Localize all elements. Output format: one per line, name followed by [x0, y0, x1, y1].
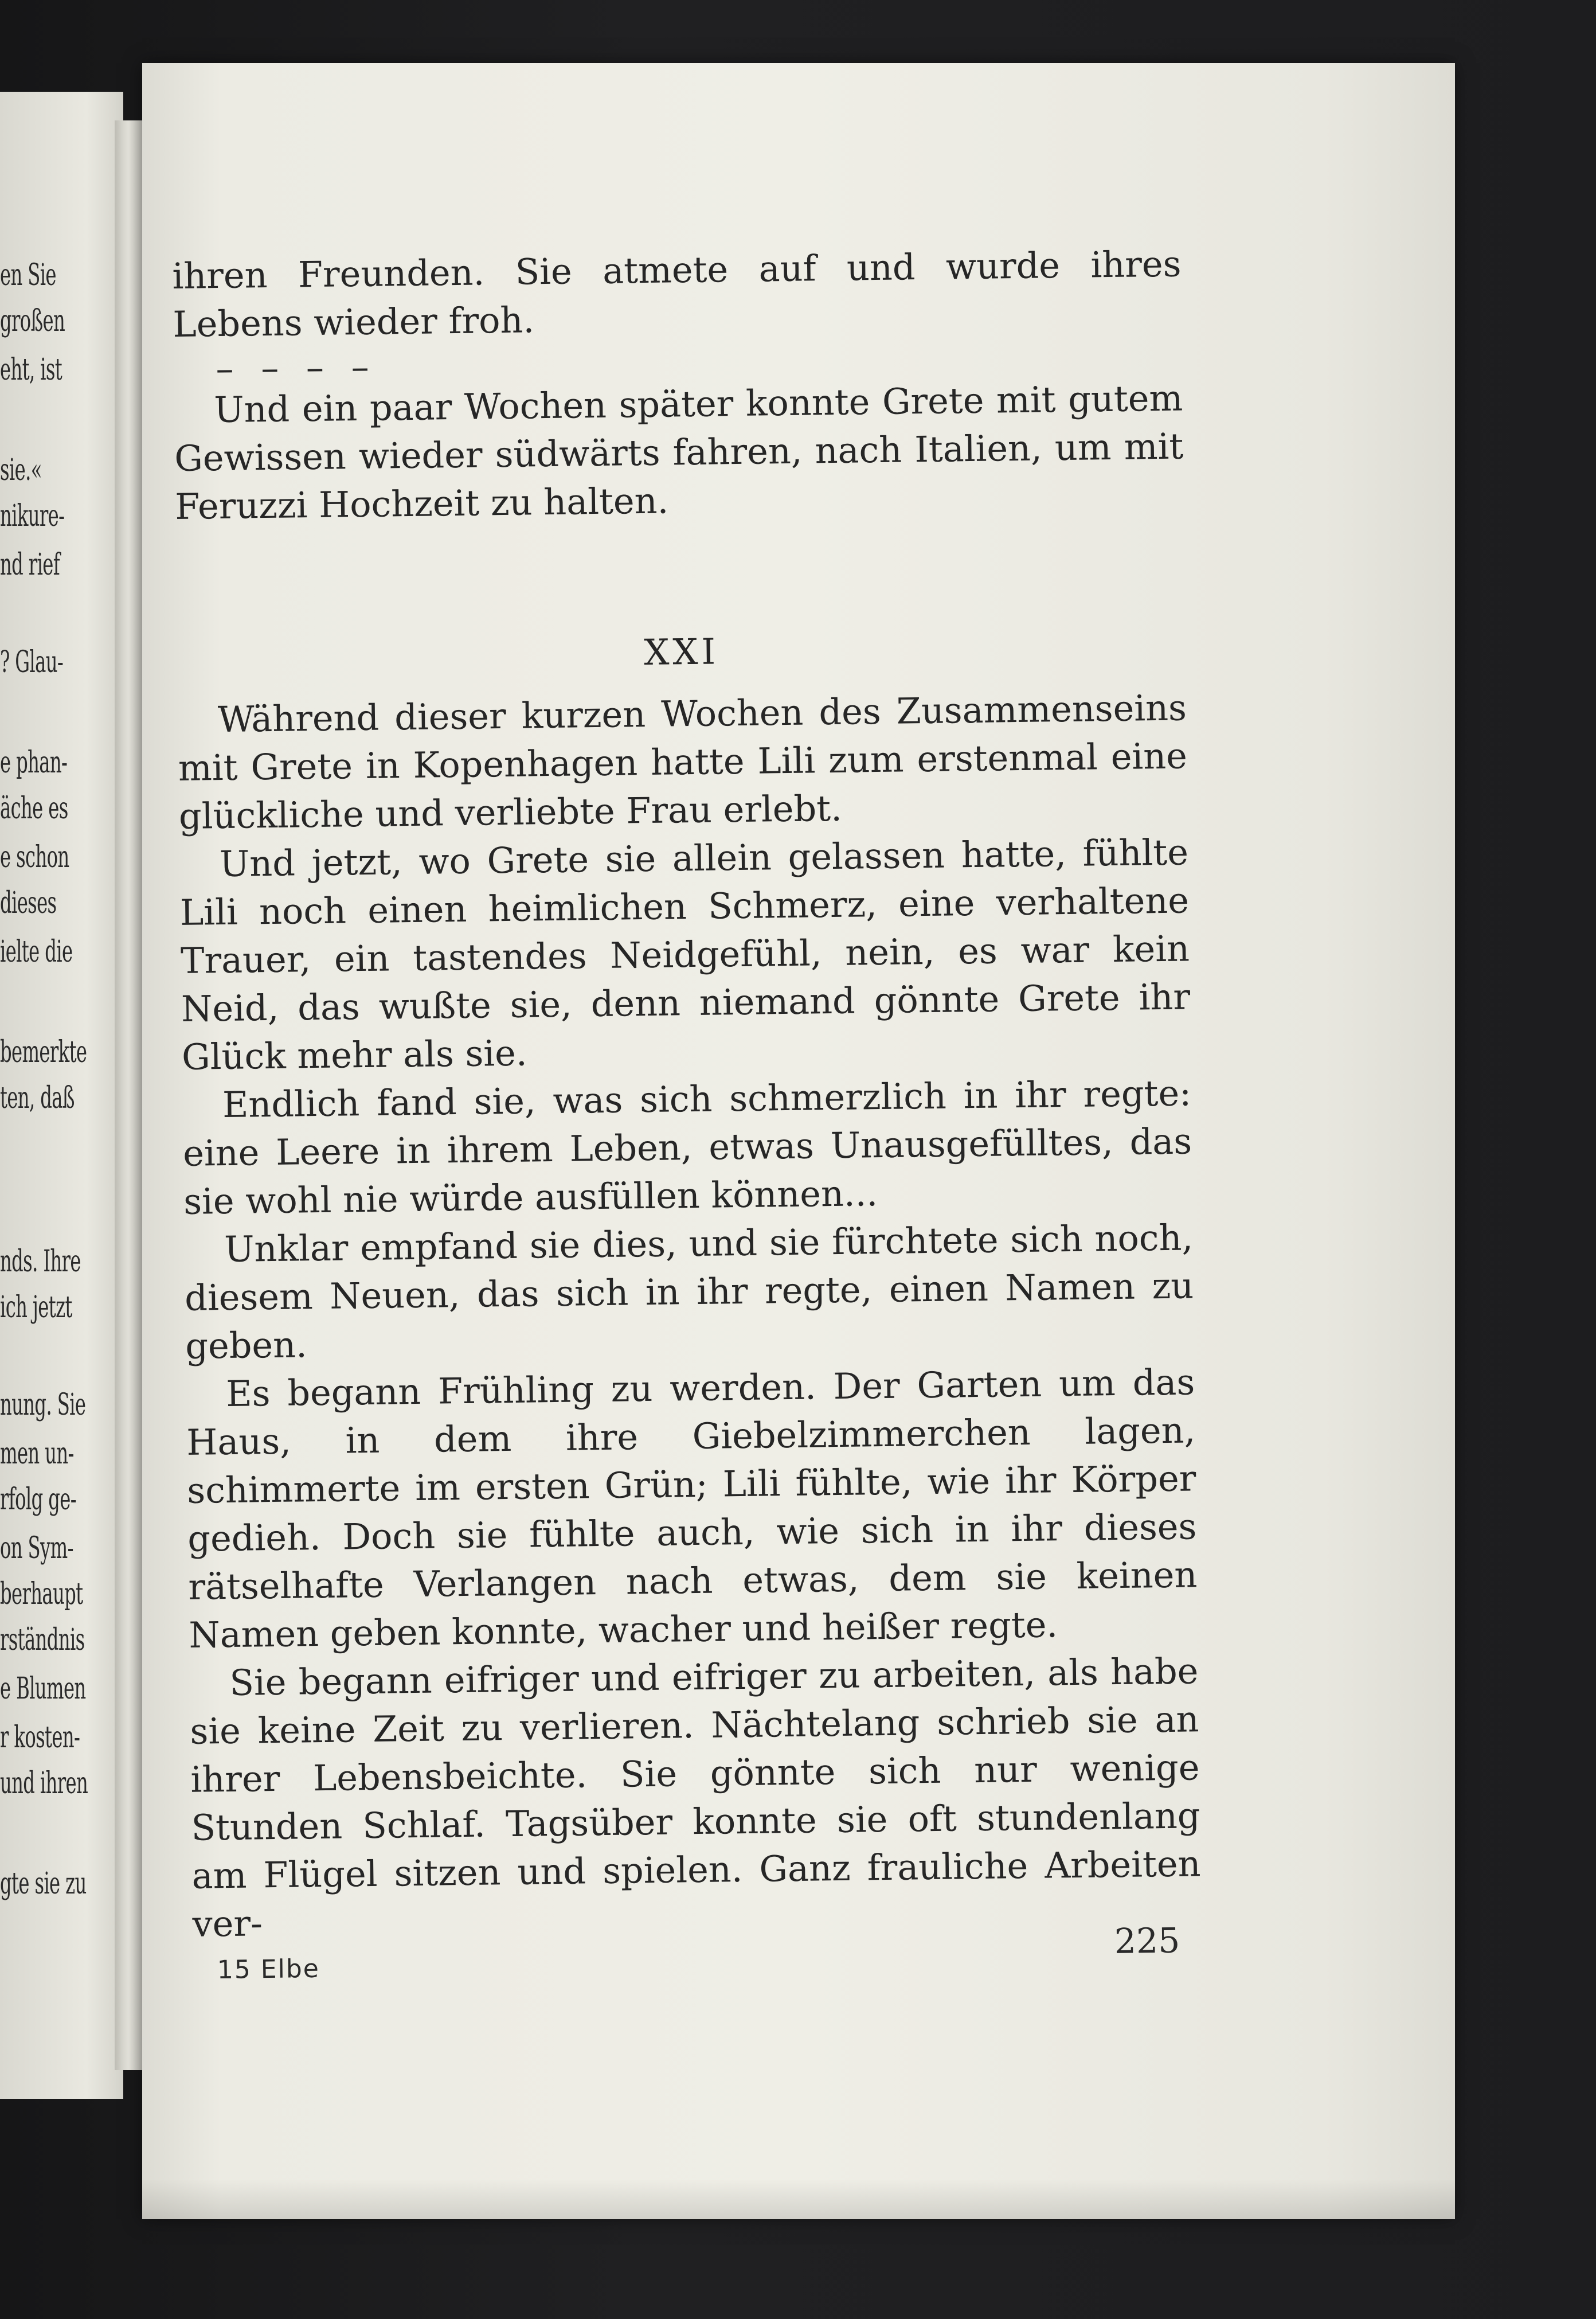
- page-number: 225: [1114, 1920, 1180, 1962]
- opening-paragraph: ihren Freunden. Sie atmete auf und wurde ihres Lebens wieder froh.: [172, 243, 1182, 345]
- left-page-text-fragment: und ihren: [0, 1766, 88, 1801]
- left-page-text-fragment: en Sie: [0, 258, 56, 292]
- left-page-text-fragment: e phan-: [0, 745, 68, 780]
- left-page-text-fragment: dieses: [0, 886, 57, 920]
- paragraph: Unklar empfand sie dies, und sie fürchtete sich noch, diesem Neuen, das sich in ihr regte, einen Namen zu geben.: [184, 1216, 1194, 1367]
- paragraph: Während dieser kurzen Wochen des Zusammenseins mit Grete in Kopenhagen hatte Lili zum erstenmal eine glückliche und verliebte Frau erlebt.: [178, 686, 1188, 837]
- left-page-text-fragment: ielte die: [0, 935, 73, 969]
- left-page-text-fragment: e Blumen: [0, 1672, 86, 1706]
- left-page-text-fragment: berhaupt: [0, 1577, 83, 1611]
- left-page-text-fragment: ich jetzt: [0, 1290, 72, 1325]
- left-page-text-fragment: äche es: [0, 791, 68, 826]
- left-page-text-fragment: nikure-: [0, 499, 65, 533]
- left-page-text-fragment: on Sym-: [0, 1531, 73, 1565]
- left-page-text-fragment: men un-: [0, 1436, 74, 1471]
- paragraph: Und jetzt, wo Grete sie allein gelassen hatte, fühlte Lili noch einen heimlichen Schmerz, eine verhaltene Trauer, ein tastendes Neidgefühl, nein, es war kein Neid, das wußte sie, denn niemand gönnte Grete ihr Glück mehr als sie.: [179, 831, 1191, 1078]
- book-gutter: [115, 120, 142, 2070]
- left-page-text-fragment: sie.«: [0, 453, 42, 487]
- paragraph: Endlich fand sie, was sich schmerzlich in ihr regte: eine Leere in ihrem Leben, etwas Unausgefülltes, das sie wohl nie würde ausfüllen können...: [182, 1072, 1192, 1223]
- left-page-text-fragment: rfolg ge-: [0, 1482, 76, 1517]
- paragraph: Sie begann eifriger und eifriger zu arbeiten, als habe sie keine Zeit zu verlieren. Nächtelang schrieb sie an ihrer Lebensbeichte. Sie gönnte sich nur wenige Stunden Schlaf. Tagsüber konnte sie oft stundenlang am Flügel sitzen und spielen. Ganz frauliche Arbeiten ver-: [190, 1650, 1201, 1945]
- left-page-text-fragment: gte sie zu: [0, 1867, 87, 1901]
- left-page-text-fragment: rständnis: [0, 1623, 85, 1657]
- paragraph: Und ein paar Wochen später konnte Grete mit gutem Gewissen wieder südwärts fahren, nach Italien, um mit Feruzzi Hochzeit zu halten.: [174, 377, 1184, 528]
- page-body-text: [172, 240, 1202, 1948]
- left-page-text-fragment: großen: [0, 304, 65, 338]
- left-page-text-fragment: nds. Ihre: [0, 1244, 81, 1279]
- paragraph: Es begann Frühling zu werden. Der Garten um das Haus, in dem ihre Giebelzimmerchen lagen, schimmerte im ersten Grün; Lili fühlte, wie ihr Körper gedieh. Doch sie fühlte auch, wie sich in ihr dieses rätselhafte Verlangen nach etwas, dem sie keinen Namen geben konnte, wacher und heißer regte.: [186, 1361, 1198, 1656]
- scene-break: – – – –: [216, 345, 378, 390]
- left-page: [0, 92, 123, 2099]
- left-page-text-fragment: bemerkte: [0, 1035, 87, 1069]
- left-page-text-fragment: ten, daß: [0, 1081, 75, 1115]
- left-page-text-fragment: r kosten-: [0, 1720, 80, 1755]
- left-page-text-fragment: ? Glau-: [0, 645, 64, 680]
- left-page-text-fragment: eht, ist: [0, 353, 62, 387]
- left-page-text-fragment: nd rief: [0, 548, 60, 582]
- chapter-heading: XXI: [643, 630, 719, 673]
- page-footer: [217, 1920, 1180, 2001]
- page-bottom-shadow: [142, 2179, 1455, 2219]
- left-page-text-fragment: e schon: [0, 840, 69, 874]
- left-page-text-fragment: nung. Sie: [0, 1388, 86, 1422]
- signature-mark: 15 Elbe: [217, 1954, 320, 1985]
